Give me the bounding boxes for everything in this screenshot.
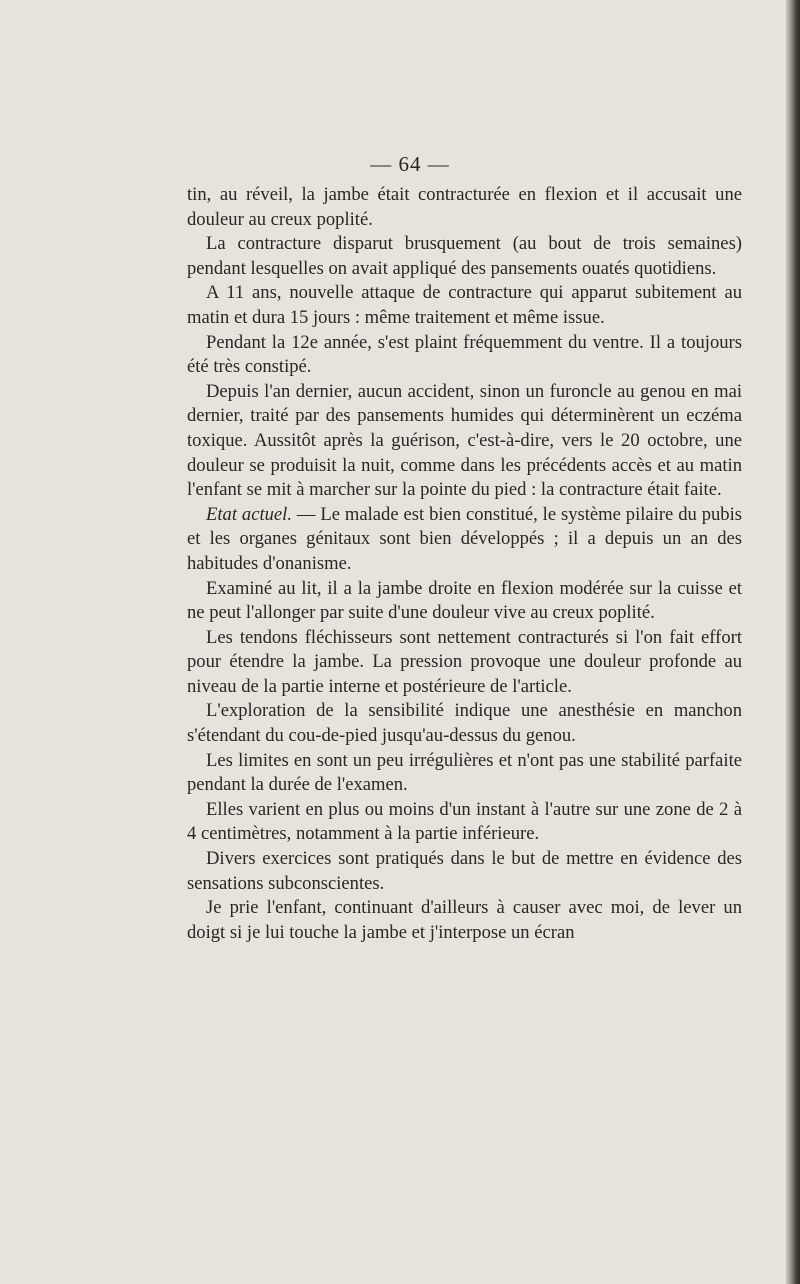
page-number: — 64 —	[370, 152, 450, 176]
paragraph: L'exploration de la sensibilité indique une anesthésie en manchon s'étendant du cou-de-pied jusqu'au-dessus du genou.	[187, 700, 742, 747]
paragraph: La contracture disparut brusquement (au bout de trois semaines) pendant lesquelles on avait appliqué des pansements ouatés quotidiens.	[187, 233, 742, 279]
paragraph: Les tendons fléchisseurs sont nettement contracturés si l'on fait effort pour étendre la jambe. La pression provoque une douleur profonde au niveau de la partie interne et postérieure de l'article.	[187, 626, 742, 697]
paragraph-text: — Le malade est bien constitué, le système pilaire du pubis et les organes génitaux sont bien développés ; il a depuis un an des habitudes d'onanisme.	[187, 503, 743, 574]
paragraph: Examiné au lit, il a la jambe droite en flexion modérée sur la cuisse et ne peut l'allonger par suite d'une douleur vive au creux poplité.	[187, 577, 742, 624]
page-edge-shadow	[786, 0, 800, 1284]
paragraph: A 11 ans, nouvelle attaque de contracture qui apparut subitement au matin et dura 15 jours : même traitement et même issue.	[187, 282, 742, 328]
paragraph: Elles varient en plus ou moins d'un instant à l'autre sur une zone de 2 à 4 centimètres, notamment à la partie inférieure.	[187, 798, 742, 845]
paragraph	[187, 503, 742, 577]
body-text	[187, 183, 742, 945]
paragraph: Depuis l'an dernier, aucun accident, sinon un furoncle au genou en mai dernier, traité par des pansements humides qui déterminèrent un eczéma toxique. Aussitôt après la guérison, c'est-à-dire, vers le 20 octobre, une douleur se produisit la nuit, comme dans les précédents accès et au matin l'enfant se mit à marcher sur la pointe du pied : la contracture était faite.	[187, 380, 742, 501]
paragraph: Divers exercices sont pratiqués dans le but de mettre en évidence des sensations subconscientes.	[187, 848, 742, 894]
paragraph: Je prie l'enfant, continuant d'ailleurs à causer avec moi, de lever un doigt si je lui touche la jambe et j'interpose un écran	[187, 897, 742, 943]
section-lead: Etat actuel.	[206, 503, 292, 525]
paragraph: tin, au réveil, la jambe était contracturée en flexion et il accusait une douleur au creux poplité.	[187, 184, 742, 230]
paragraph: Pendant la 12e année, s'est plaint fréquemment du ventre. Il a toujours été très constipé.	[187, 331, 742, 378]
paragraph: Les limites en sont un peu irrégulières et n'ont pas une stabilité parfaite pendant la durée de l'examen.	[187, 749, 742, 796]
